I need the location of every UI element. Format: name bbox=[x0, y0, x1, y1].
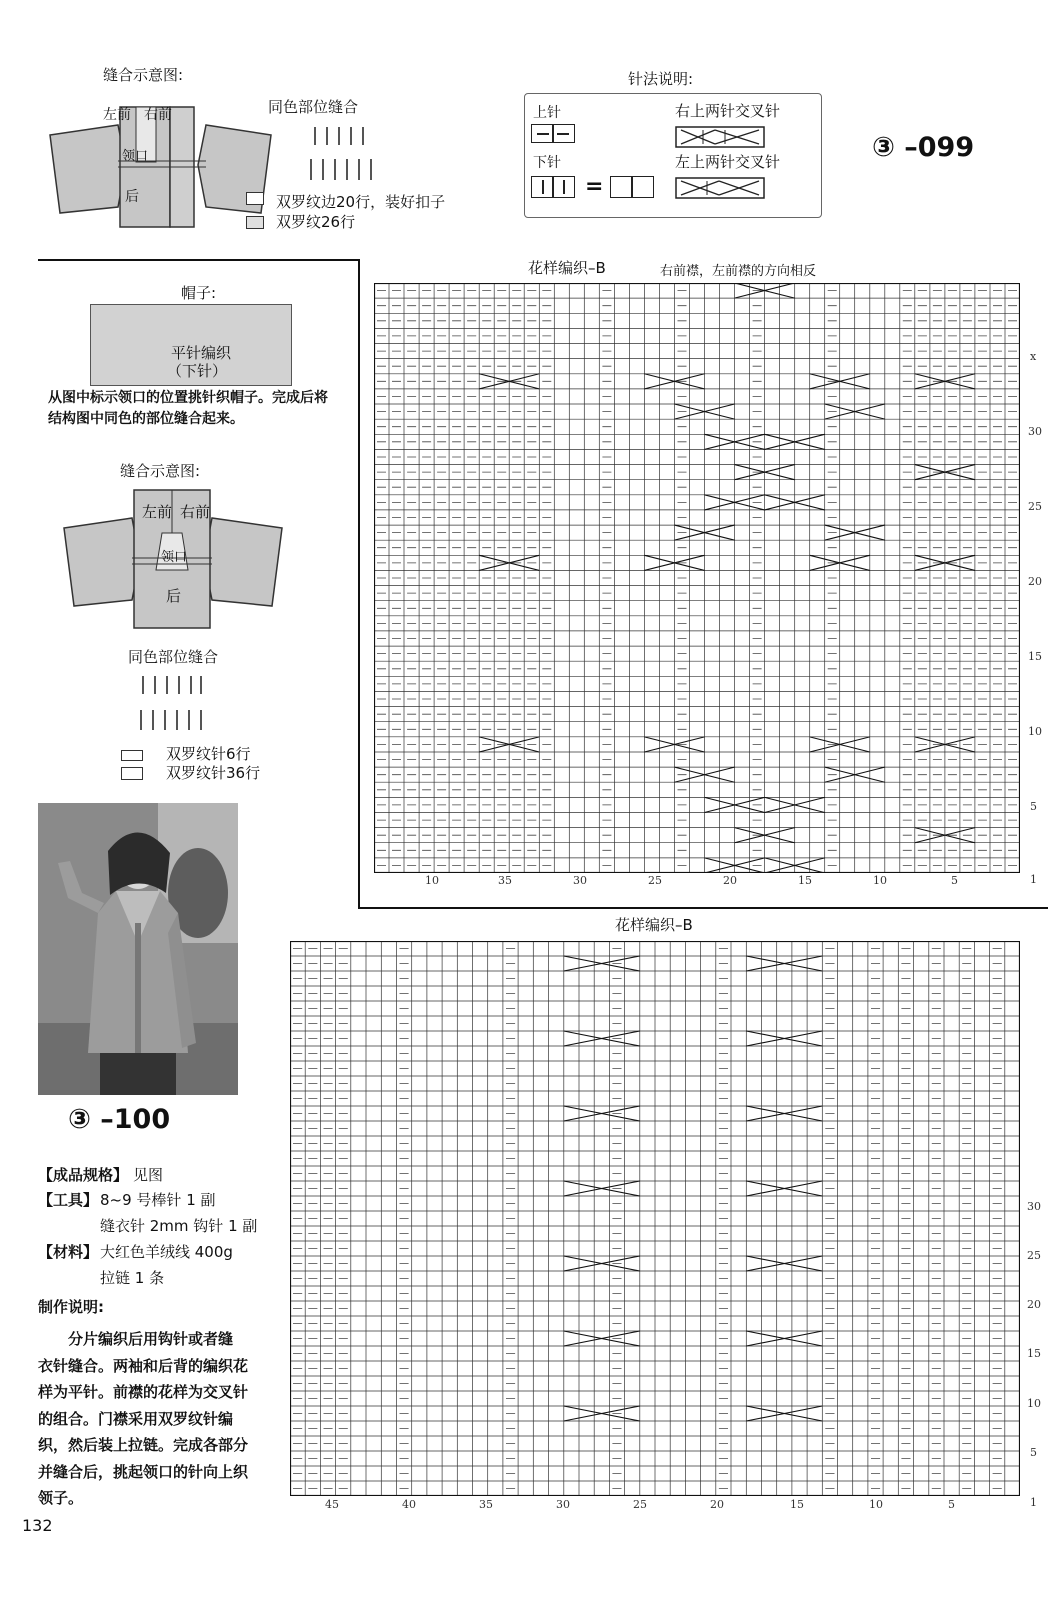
chart-top-grid bbox=[374, 283, 1020, 873]
back-label-2: 后 bbox=[166, 587, 182, 605]
same-color-label-2: 同色部位缝合 bbox=[128, 648, 219, 666]
instructions-line: 分片编织后用钩针或者缝 bbox=[68, 1330, 234, 1348]
purl-symbol bbox=[531, 176, 575, 198]
left-front-label-2: 左前 bbox=[142, 503, 173, 521]
frame-vertical-line bbox=[358, 259, 360, 909]
spec-label: 【成品规格】 bbox=[38, 1166, 129, 1184]
chart-bottom-y-tick: 20 bbox=[1027, 1298, 1041, 1311]
chart-bottom-x-tick: 35 bbox=[479, 1498, 493, 1511]
right-cross-symbol bbox=[675, 126, 765, 148]
instructions-line: 领子。 bbox=[38, 1489, 84, 1507]
right-front-label-2: 右前 bbox=[180, 503, 211, 521]
neckline-label-1: 领口 bbox=[122, 149, 149, 164]
chart-top-y-tick: 20 bbox=[1028, 575, 1042, 588]
chart-top-x-tick: 35 bbox=[498, 874, 512, 887]
legend-text-2a: 双罗纹针6行 bbox=[166, 745, 251, 763]
chart-top-x-tick: 20 bbox=[723, 874, 737, 887]
chart-bottom-x-tick: 40 bbox=[402, 1498, 416, 1511]
tools-value-2: 缝衣针 2mm 钩针 1 副 bbox=[100, 1217, 258, 1235]
instructions-line: 的组合。门襟采用双罗纹针编 bbox=[38, 1409, 234, 1428]
chart-top-x-tick: 10 bbox=[425, 874, 439, 887]
left-cross-label: 左上两针交叉针 bbox=[675, 153, 781, 171]
chart-bottom-x-tick: 30 bbox=[556, 1498, 570, 1511]
pattern-099-id: ③ –099 bbox=[872, 132, 975, 163]
chart-top-y-tick: x bbox=[1030, 350, 1037, 363]
chart-bottom-title: 花样编织–B bbox=[615, 916, 693, 934]
legend-text-1b: 双罗纹26行 bbox=[276, 213, 356, 231]
chart-top-x-tick: 30 bbox=[573, 874, 587, 887]
chart-top-y-tick: 30 bbox=[1028, 425, 1042, 438]
seam-marks-1 bbox=[305, 125, 380, 183]
frame-top-line bbox=[38, 259, 360, 261]
frame-bottom-line bbox=[358, 907, 1048, 909]
equals-sign: = bbox=[585, 174, 604, 199]
chart-bottom-y-tick: 5 bbox=[1030, 1446, 1037, 1459]
chart-top-y-tick: 1 bbox=[1030, 873, 1037, 886]
legend-swatch-1b bbox=[246, 216, 264, 229]
materials-value-1: 大红色羊绒线 400g bbox=[100, 1243, 233, 1261]
pattern-100-id: ③ –100 bbox=[68, 1104, 171, 1135]
tools-value-1: 8~9 号棒针 1 副 bbox=[100, 1191, 216, 1209]
chart-bottom-grid bbox=[290, 941, 1020, 1496]
chart-top-y-tick: 10 bbox=[1028, 725, 1042, 738]
instructions-line: 样为平针。前襟的花样为交叉针 bbox=[38, 1383, 249, 1401]
chart-bottom-x-tick: 45 bbox=[325, 1498, 339, 1511]
knit-symbol bbox=[531, 124, 575, 143]
chart-bottom-x-tick: 25 bbox=[633, 1498, 647, 1511]
purl-label: 下针 bbox=[533, 155, 561, 171]
spec-value: 见图 bbox=[133, 1166, 164, 1184]
right-front-label-1: 右前 bbox=[144, 107, 172, 123]
seam-marks-2 bbox=[135, 674, 210, 732]
chart-top-title: 花样编织–B bbox=[528, 259, 606, 277]
instructions-line: 衣针缝合。两袖和后背的编织花 bbox=[38, 1356, 249, 1375]
model-photo bbox=[38, 803, 238, 1095]
materials-label: 【材料】 bbox=[38, 1243, 99, 1261]
chart-bottom-x-tick: 10 bbox=[869, 1498, 883, 1511]
right-cross-label: 右上两针交叉针 bbox=[675, 102, 781, 120]
materials-value-2: 拉链 1 条 bbox=[100, 1269, 165, 1287]
hood-title: 帽子: bbox=[181, 284, 217, 302]
instructions-line: 织，然后装上拉链。完成各部分 bbox=[38, 1436, 249, 1454]
chart-bottom-x-tick: 5 bbox=[948, 1498, 955, 1511]
chart-top-y-tick: 5 bbox=[1030, 800, 1037, 813]
chart-bottom-x-tick: 20 bbox=[710, 1498, 724, 1511]
instructions-line: 并缝合后，挑起领口的针向上织 bbox=[38, 1462, 249, 1481]
back-label-1: 后 bbox=[125, 189, 139, 205]
purl-equivalent-symbol bbox=[610, 176, 654, 198]
instructions-title: 制作说明: bbox=[38, 1298, 104, 1316]
chart-bottom-y-tick: 25 bbox=[1027, 1249, 1041, 1262]
neckline-label-2: 领口 bbox=[161, 550, 188, 565]
chart-bottom-y-tick: 15 bbox=[1027, 1347, 1041, 1360]
hood-instruction: 从图中标示领口的位置挑针织帽子。完成后将结构图中同色的部位缝合起来。 bbox=[48, 390, 328, 427]
sewing-diagram-2-title: 缝合示意图: bbox=[120, 462, 201, 480]
chart-top-x-tick: 25 bbox=[648, 874, 662, 887]
sewing-diagram-1-title: 缝合示意图: bbox=[103, 66, 184, 84]
chart-top-y-tick: 25 bbox=[1028, 500, 1042, 513]
page-number: 132 bbox=[22, 1516, 53, 1535]
chart-bottom-y-tick: 10 bbox=[1027, 1397, 1041, 1410]
chart-bottom-y-tick: 30 bbox=[1027, 1200, 1041, 1213]
chart-top-y-tick: 15 bbox=[1028, 650, 1042, 663]
instructions-body bbox=[38, 1326, 278, 1512]
left-cross-symbol bbox=[675, 177, 765, 199]
legend-text-1a: 双罗纹边20行，装好扣子 bbox=[276, 193, 446, 211]
hood-body-line2: （下针） bbox=[167, 362, 228, 380]
same-color-label-1: 同色部位缝合 bbox=[268, 98, 359, 116]
legend-swatch-1a bbox=[246, 192, 264, 205]
legend-swatch-2a bbox=[121, 750, 143, 761]
tools-label: 【工具】 bbox=[38, 1191, 99, 1209]
left-front-label-1: 左前 bbox=[103, 107, 131, 123]
hood-body-line1: 平针编织 bbox=[171, 344, 232, 362]
stitch-key-title: 针法说明: bbox=[628, 70, 694, 88]
legend-swatch-2b bbox=[121, 767, 143, 780]
chart-top-x-tick: 15 bbox=[798, 874, 812, 887]
chart-bottom-y-tick: 1 bbox=[1030, 1496, 1037, 1509]
chart-bottom-x-tick: 15 bbox=[790, 1498, 804, 1511]
legend-text-2b: 双罗纹针36行 bbox=[166, 764, 261, 782]
chart-top-x-tick: 10 bbox=[873, 874, 887, 887]
chart-top-note: 右前襟，左前襟的方向相反 bbox=[660, 264, 817, 279]
knit-label: 上针 bbox=[533, 105, 561, 121]
chart-top-x-tick: 5 bbox=[951, 874, 958, 887]
